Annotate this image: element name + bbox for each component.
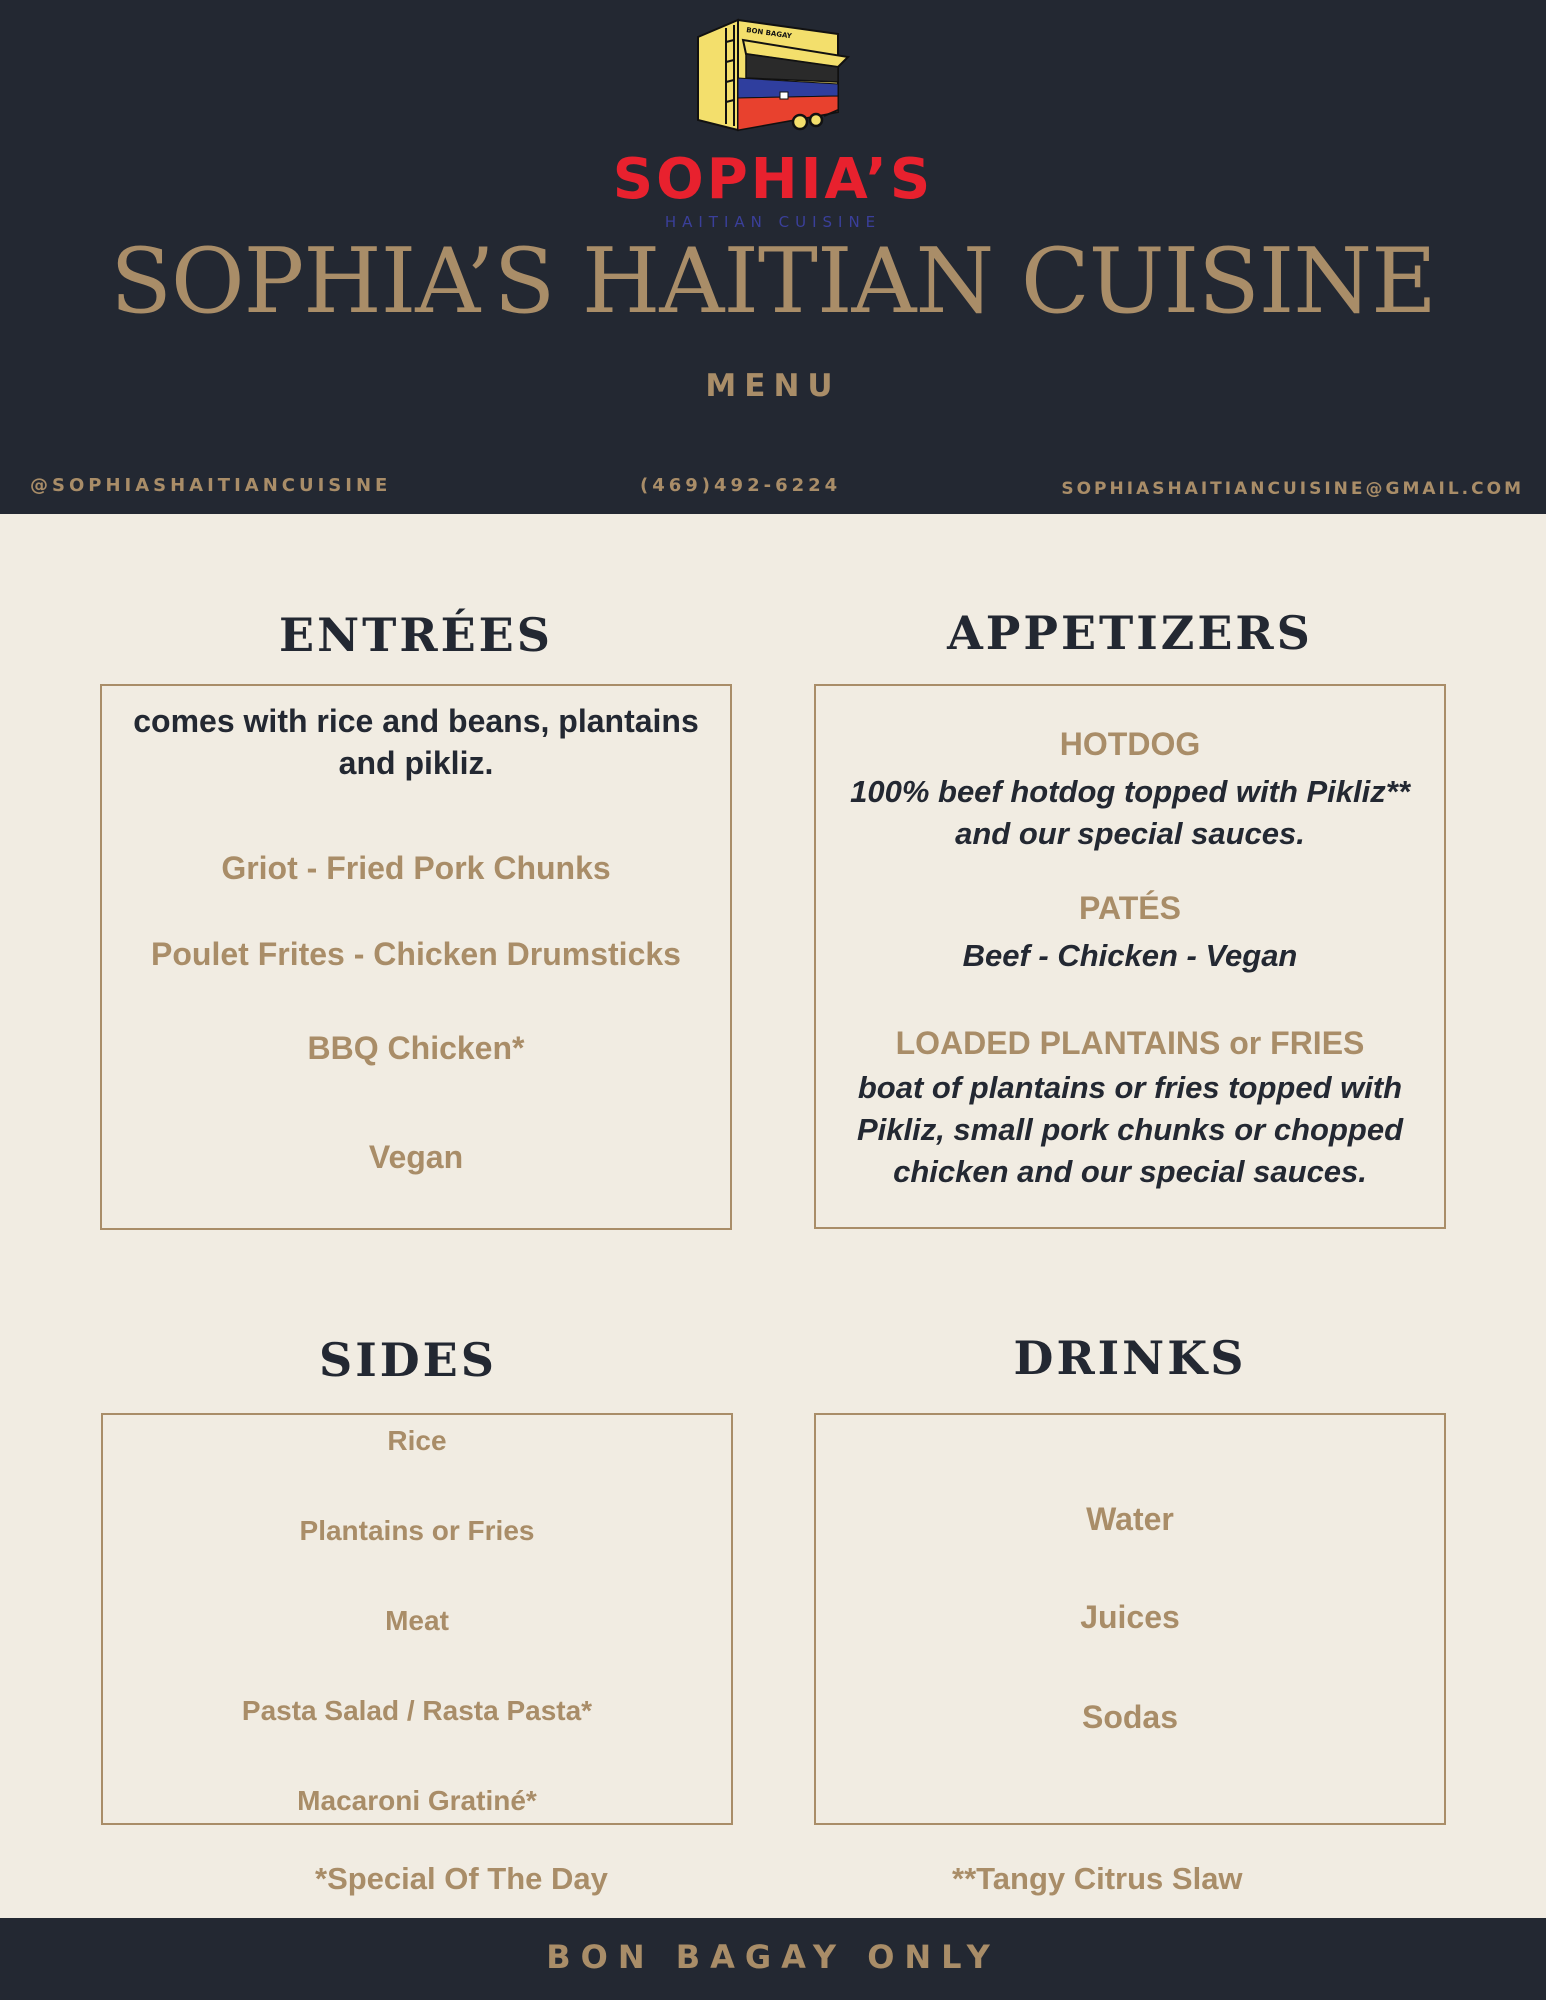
brand-name: SOPHIA’S [612, 147, 934, 212]
drink-item: Sodas [1081, 1699, 1179, 1735]
food-truck-icon [688, 12, 858, 142]
drinks-box [814, 1413, 1446, 1825]
logo [0, 12, 1546, 142]
footnote-slaw: **Tangy Citrus Slaw [952, 1861, 1243, 1896]
side-item: Meat [385, 1605, 449, 1636]
svg-text:BON BAGAY: BON BAGAY [745, 26, 793, 41]
entrees-note-line-2: and pikliz. [338, 745, 494, 781]
entree-item: Griot - Fried Pork Chunks [221, 850, 611, 886]
footer-text: BON BAGAY ONLY [546, 1938, 1000, 1976]
appetizer-name: HOTDOG [1059, 726, 1201, 762]
appetizers-box [814, 684, 1446, 1229]
brand-subtitle: HAITIAN CUISINE [664, 213, 882, 231]
appetizer-desc: 100% beef hotdog topped with Pikliz** [850, 774, 1410, 809]
sides-box [101, 1413, 733, 1825]
entrees-title: ENTRÉES [279, 608, 553, 662]
side-item: Macaroni Gratiné* [297, 1785, 537, 1816]
header [0, 0, 1546, 514]
entree-item: Vegan [368, 1139, 464, 1175]
drink-item: Water [1086, 1501, 1174, 1537]
footnote-special: *Special Of The Day [315, 1861, 608, 1896]
appetizer-desc: Pikliz, small pork chunks or chopped [856, 1112, 1404, 1147]
side-item: Plantains or Fries [299, 1515, 535, 1546]
appetizer-name: LOADED PLANTAINS or FRIES [895, 1025, 1365, 1061]
footer [0, 1918, 1546, 2000]
appetizer-desc: boat of plantains or fries topped with [857, 1070, 1403, 1105]
page-title: SOPHIA’S HAITIAN CUISINE [110, 229, 1436, 334]
entree-item: BBQ Chicken* [307, 1030, 525, 1066]
appetizer-desc: Beef - Chicken - Vegan [962, 938, 1298, 973]
entrees-note-line-1: comes with rice and beans, plantains [133, 703, 699, 739]
entree-item: Poulet Frites - Chicken Drumsticks [151, 936, 681, 972]
sides-title: SIDES [319, 1333, 497, 1387]
appetizer-desc: and our special sauces. [955, 816, 1305, 851]
side-item: Rice [387, 1425, 447, 1456]
appetizer-desc: chicken and our special sauces. [893, 1154, 1367, 1189]
drink-item: Juices [1080, 1599, 1180, 1635]
email-address[interactable]: SOPHIASHAITIANCUISINE@GMAIL.COM [1061, 479, 1524, 499]
drinks-title: DRINKS [1013, 1331, 1247, 1385]
appetizer-name: PATÉS [1079, 890, 1181, 926]
entrees-box [100, 684, 732, 1230]
phone-number[interactable]: (469)492-6224 [640, 475, 842, 496]
menu-label: MENU [705, 368, 841, 404]
social-handle[interactable]: @SOPHIASHAITIANCUISINE [30, 475, 392, 496]
side-item: Pasta Salad / Rasta Pasta* [241, 1695, 593, 1726]
appetizers-title: APPETIZERS [947, 606, 1313, 660]
